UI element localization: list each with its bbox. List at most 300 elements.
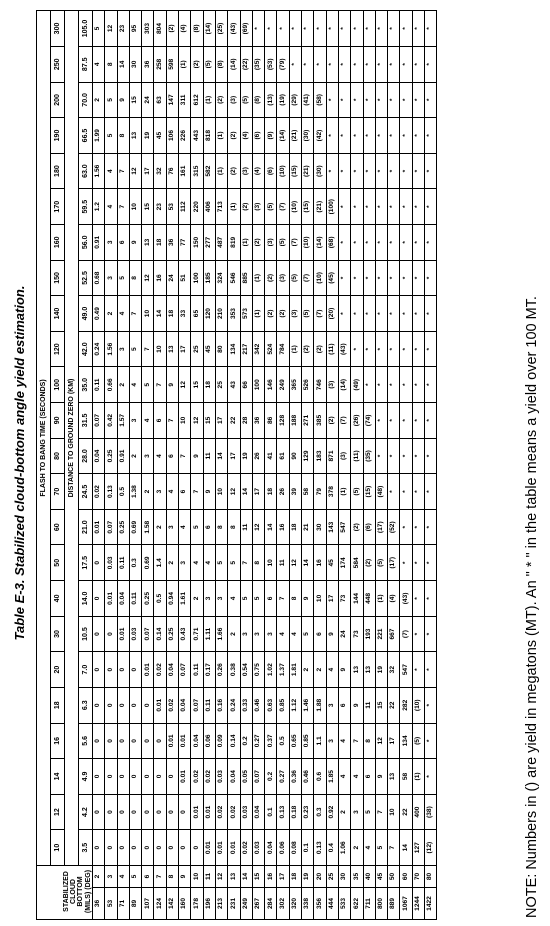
distance-header: 31.5 [79,403,93,439]
table-row [363,11,375,920]
yield-cell: * [314,46,326,82]
yield-cell: * [363,367,375,403]
yield-cell: * [363,11,375,47]
yield-cell: 0.04 [179,687,191,723]
yield-cell: 18 [166,296,178,332]
yield-cell: * [351,225,363,261]
yield-cell: 143 [326,509,338,545]
yield-cell: 4 [154,438,166,474]
yield-cell: * [363,153,375,189]
yield-cell: * [412,367,424,403]
yield-cell: 7 [240,545,252,581]
deg-cell: 25 [326,865,338,887]
yield-cell: 0 [117,723,129,759]
yield-cell: 128 [277,403,289,439]
yield-cell: 15 [142,189,154,225]
yield-cell: 0.71 [191,616,203,652]
yield-cell: (48) [375,474,387,510]
yield-cell: 8 [105,46,117,82]
yield-cell: * [412,509,424,545]
yield-cell: 2 [154,509,166,545]
yield-cell: 0 [129,687,141,723]
distance-header: 10.5 [79,616,93,652]
yield-cell: 220 [191,189,203,225]
yield-cell: (6) [363,509,375,545]
yield-cell: 0.27 [252,723,264,759]
distance-header: 66.5 [79,118,93,154]
yield-cell: * [400,82,412,118]
yield-cell: (14) [277,118,289,154]
yield-cell: 4 [166,474,178,510]
yield-cell: 5 [105,118,117,154]
yield-cell: * [388,331,400,367]
yield-cell: 14 [117,46,129,82]
yield-cell: 6 [166,438,178,474]
table-row [203,11,215,920]
yield-cell: * [425,260,437,296]
yield-cell: (1) [289,331,301,367]
yield-cell: * [351,46,363,82]
yield-cell: 582 [203,153,215,189]
yield-cell: 120 [203,296,215,332]
yield-cell: 5 [375,830,387,866]
yield-cell: * [388,118,400,154]
yield-cell: (5) [351,474,363,510]
yield-cell: 12 [142,260,154,296]
yield-table [36,10,437,920]
yield-cell: 19 [142,118,154,154]
yield-cell: * [400,367,412,403]
yield-cell: 3 [265,616,277,652]
yield-cell: 17 [215,403,227,439]
yield-cell: (1) [412,759,424,795]
mils-cell: 1422 [425,888,437,920]
yield-cell: 0.65 [289,723,301,759]
yield-cell: * [425,403,437,439]
yield-cell: 0 [93,616,105,652]
table-row [117,11,129,920]
table-row [375,11,387,920]
mils-cell: 36 [93,888,105,920]
yield-cell: 6 [154,403,166,439]
yield-cell: 5 [191,509,203,545]
yield-cell: 2 [338,794,350,830]
yield-cell: 818 [203,118,215,154]
yield-cell: 21 [302,509,314,545]
yield-cell: 150 [191,225,203,261]
yield-cell: 127 [412,830,424,866]
yield-cell: (15) [289,153,301,189]
yield-cell: 0.91 [117,438,129,474]
yield-cell: 183 [314,438,326,474]
yield-cell: 0 [105,794,117,830]
distance-header: 28.0 [79,438,93,474]
yield-cell: 3 [351,794,363,830]
yield-cell: (52) [388,509,400,545]
yield-cell: * [326,118,338,154]
deg-cell: 9 [179,865,191,887]
yield-cell: (10) [314,260,326,296]
yield-cell: (14) [203,11,215,47]
yield-cell: 25 [215,367,227,403]
yield-cell: * [425,367,437,403]
yield-cell: 1.11 [203,616,215,652]
yield-cell: * [388,153,400,189]
yield-cell: 9 [351,687,363,723]
yield-cell: 45 [326,545,338,581]
time-header: 80 [51,438,65,474]
yield-cell: 5 [215,545,227,581]
yield-cell: * [289,11,301,47]
deg-cell: 14 [240,865,252,887]
yield-cell: * [351,11,363,47]
yield-cell: * [425,82,437,118]
yield-cell: 0.25 [166,616,178,652]
yield-cell: * [412,11,424,47]
yield-cell: * [338,260,350,296]
time-header: 90 [51,403,65,439]
yield-cell: 5 [142,367,154,403]
yield-cell: 76 [166,153,178,189]
yield-cell: 0 [129,830,141,866]
time-header: 180 [51,153,65,189]
yield-cell: 0.11 [117,545,129,581]
time-header: 190 [51,118,65,154]
yield-cell: 17 [228,438,240,474]
yield-cell: 282 [400,687,412,723]
yield-cell: (4) [240,118,252,154]
yield-cell: (26) [351,403,363,439]
mils-cell: 142 [166,888,178,920]
table-row [326,11,338,920]
yield-cell: 1.81 [289,652,301,688]
yield-cell: 1.56 [105,331,117,367]
yield-cell: 0.18 [289,794,301,830]
yield-cell: 0.01 [93,509,105,545]
yield-cell: 0.66 [105,367,117,403]
yield-cell: (19) [277,82,289,118]
table-row [265,11,277,920]
yield-cell: (15) [363,474,375,510]
yield-cell: 353 [228,296,240,332]
yield-cell: 32 [388,652,400,688]
yield-cell: 378 [326,474,338,510]
yield-cell: 573 [240,296,252,332]
time-header: 250 [51,46,65,82]
yield-cell: (6) [265,153,277,189]
yield-cell: 0 [105,723,117,759]
yield-cell: 2 [314,652,326,688]
yield-cell: 13 [363,652,375,688]
yield-cell: 0 [142,687,154,723]
yield-cell: (1) [179,46,191,82]
yield-cell: 36 [166,225,178,261]
yield-cell: (12) [425,830,437,866]
yield-cell: (10) [302,225,314,261]
yield-cell: * [375,225,387,261]
yield-cell: (3) [277,260,289,296]
yield-cell: 0.01 [105,581,117,617]
yield-cell: 10 [314,581,326,617]
yield-cell: (41) [302,82,314,118]
yield-cell: * [388,438,400,474]
yield-cell: 15 [375,687,387,723]
mils-cell: 284 [265,888,277,920]
yield-cell: 0.02 [203,759,215,795]
table-row [338,11,350,920]
yield-cell: (25) [215,11,227,47]
yield-cell: 0.54 [240,652,252,688]
yield-cell: * [388,403,400,439]
yield-cell: 0.06 [203,723,215,759]
yield-cell: 14 [302,545,314,581]
yield-cell: 15 [129,82,141,118]
yield-cell: 4 [277,616,289,652]
yield-cell: * [388,225,400,261]
yield-cell: (5) [302,296,314,332]
yield-cell: 23 [154,189,166,225]
yield-cell: 0.85 [277,687,289,723]
yield-cell: 7 [117,153,129,189]
yield-cell: 0.14 [154,616,166,652]
distance-header: 56.0 [79,225,93,261]
yield-cell: 41 [265,438,277,474]
yield-cell: * [400,474,412,510]
yield-cell: 0 [105,652,117,688]
yield-cell: (4) [388,581,400,617]
yield-cell: 524 [265,331,277,367]
yield-cell: * [412,616,424,652]
time-header: 140 [51,296,65,332]
yield-cell: 0.13 [105,474,117,510]
yield-cell: 1.06 [338,830,350,866]
yield-cell: * [363,46,375,82]
yield-cell: 7 [191,474,203,510]
yield-cell: (58) [314,82,326,118]
yield-cell: 5 [129,331,141,367]
yield-cell: 18 [289,509,301,545]
yield-cell: (2) [265,296,277,332]
yield-cell: * [338,46,350,82]
yield-cell: 12 [191,403,203,439]
table-row [289,11,301,920]
yield-cell: 2 [93,82,105,118]
yield-cell: 43 [228,367,240,403]
yield-cell: (1) [338,474,350,510]
yield-cell: 0.1 [302,830,314,866]
yield-cell: * [400,509,412,545]
yield-cell: 14 [400,830,412,866]
yield-cell: (8) [191,11,203,47]
deg-cell: 2 [93,865,105,887]
yield-cell: 36 [142,46,154,82]
yield-cell: * [400,46,412,82]
yield-cell: * [412,153,424,189]
yield-cell: * [412,225,424,261]
yield-cell: 6 [117,225,129,261]
yield-cell: 3 [166,509,178,545]
deg-cell: 60 [400,865,412,887]
yield-cell: 32 [154,153,166,189]
yield-cell: 17 [179,331,191,367]
yield-cell: 667 [388,616,400,652]
yield-cell: 95 [129,11,141,47]
table-row [228,11,240,920]
yield-cell: 17 [142,153,154,189]
table-row [105,11,117,920]
yield-cell: * [302,11,314,47]
yield-cell: 0.02 [154,652,166,688]
yield-cell: * [302,46,314,82]
yield-cell: * [412,474,424,510]
yield-cell: 0 [117,652,129,688]
yield-cell: (14) [338,367,350,403]
time-header: 120 [51,331,65,367]
yield-cell: 2 [142,474,154,510]
yield-cell: 19 [240,438,252,474]
yield-cell: 0.07 [93,403,105,439]
yield-cell: 0 [129,723,141,759]
yield-cell: 0 [117,794,129,830]
yield-cell: * [400,189,412,225]
yield-cell: 0.26 [215,652,227,688]
yield-cell: (1) [375,581,387,617]
distance-label: DISTANCE TO GROUND ZERO (KM) [65,11,79,866]
yield-cell: * [425,687,437,723]
yield-cell: 4 [93,46,105,82]
yield-cell: 14 [240,474,252,510]
yield-cell: 0 [166,794,178,830]
yield-cell: 526 [302,367,314,403]
yield-cell: 0.68 [93,260,105,296]
yield-cell: * [388,474,400,510]
yield-cell: (30) [302,118,314,154]
yield-cell: 8 [252,545,264,581]
yield-cell: 4 [228,581,240,617]
yield-cell: 0.11 [203,687,215,723]
yield-cell: 1.4 [154,545,166,581]
yield-cell: * [351,260,363,296]
mils-cell: 1244 [412,888,424,920]
table-row [314,11,326,920]
distance-header: 42.0 [79,331,93,367]
deg-cell: 17 [277,865,289,887]
time-header: 200 [51,82,65,118]
yield-cell: 2 [302,652,314,688]
yield-cell: * [388,296,400,332]
yield-cell: (1) [215,153,227,189]
mils-cell: 889 [388,888,400,920]
yield-cell: 30 [129,46,141,82]
yield-cell: 1.38 [129,474,141,510]
time-header: 50 [51,545,65,581]
yield-cell: * [388,46,400,82]
yield-cell: (3) [265,225,277,261]
mils-cell: 338 [302,888,314,920]
yield-cell: 4 [326,652,338,688]
yield-cell: (15) [302,189,314,225]
yield-cell: 3 [117,331,129,367]
yield-cell: (9) [265,118,277,154]
yield-cell: 448 [363,581,375,617]
yield-cell: (3) [289,296,301,332]
distance-header: 59.5 [79,189,93,225]
yield-cell: * [425,225,437,261]
deg-cell: 45 [375,865,387,887]
yield-cell: * [326,46,338,82]
yield-cell: 0.01 [228,830,240,866]
yield-cell: 0.01 [215,830,227,866]
yield-cell: 18 [203,367,215,403]
yield-cell: 4 [117,296,129,332]
yield-cell: 86 [265,403,277,439]
yield-cell: * [351,82,363,118]
yield-cell: 0.2 [265,759,277,795]
yield-cell: 9 [166,367,178,403]
yield-cell: 185 [203,260,215,296]
yield-cell: 0 [105,830,117,866]
yield-cell: 0 [93,830,105,866]
yield-cell: * [375,82,387,118]
yield-cell: (22) [240,46,252,82]
yield-cell: * [351,153,363,189]
yield-cell: 0 [105,616,117,652]
table-title: Table E-3. Stabilized cloud-bottom angle yield estimation. [12,285,27,641]
yield-cell: 0 [117,830,129,866]
yield-cell: (35) [363,438,375,474]
yield-cell: 18 [265,474,277,510]
time-header: 18 [51,687,65,723]
distance-header: 87.5 [79,46,93,82]
yield-cell: * [412,438,424,474]
yield-cell: 17 [326,581,338,617]
mils-cell: 231 [228,888,240,920]
yield-cell: 0 [93,545,105,581]
mils-cell: 160 [179,888,191,920]
yield-cell: 0.4 [326,830,338,866]
yield-cell: 0 [191,830,203,866]
mils-cell: 53 [105,888,117,920]
yield-cell: 22 [388,687,400,723]
yield-cell: 0 [142,759,154,795]
yield-cell: * [375,296,387,332]
yield-cell: * [425,581,437,617]
yield-cell: (5) [375,545,387,581]
yield-cell: 5 [117,260,129,296]
yield-cell: 4 [338,759,350,795]
distance-row [79,11,93,920]
yield-cell: 65 [191,296,203,332]
mils-cell: 800 [375,888,387,920]
yield-cell: * [375,331,387,367]
deg-cell: 19 [302,865,314,887]
yield-cell: 1.37 [277,652,289,688]
yield-cell: 36 [252,403,264,439]
deg-cell: 40 [363,865,375,887]
yield-cell: 0 [142,794,154,830]
yield-cell: 277 [203,225,215,261]
yield-cell: (10) [277,153,289,189]
yield-cell: * [400,403,412,439]
yield-cell: * [400,438,412,474]
yield-cell: 19 [375,652,387,688]
yield-cell: 58 [302,474,314,510]
yield-cell: 4 [191,545,203,581]
yield-cell: * [425,545,437,581]
yield-cell: 0.14 [228,723,240,759]
yield-cell: 9 [203,474,215,510]
deg-cell: 16 [265,865,277,887]
